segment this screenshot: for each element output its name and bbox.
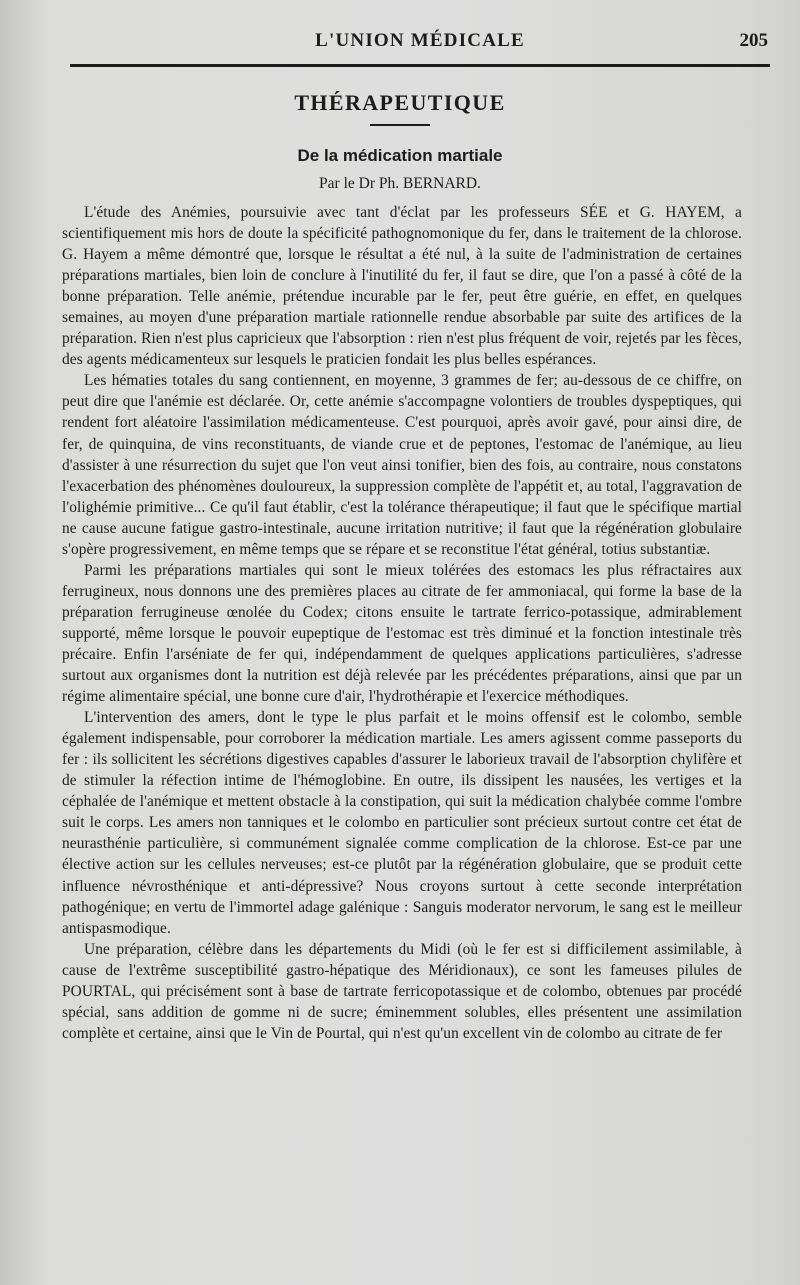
running-head — [70, 22, 770, 52]
article-byline: Par le Dr Ph. BERNARD. — [319, 175, 481, 192]
paragraph-hematies: Les hématies totales du sang contiennent, en moyenne, 3 grammes de fer; au-dessous de ce chiffre, on peut dire que l'anémie est déclarée. Or, cette anémie s'accompagne volontiers de troubles dyspeptiques, qui rendent fort aléatoire l'assimilation médicamenteuse. C'est pourquoi, après avoir gavé, pour ainsi dire, de fer, de quinquina, de vins reconstituants, de viande crue et de peptones, l'estomac de l'anémique, au lieu d'assister à une résurrection du sujet que l'on veut ainsi tonifier, bien des fois, au contraire, nous constatons l'exacerbation des phénomènes douloureux, la suppression complète de l'appétit et, au total, l'aggravation de l'olighémie primitive... Ce qu'il faut établir, c'est la tolérance thérapeutique; il faut que le spécifique martial ne cause aucune fatigue gastro-intestinale, aucune irritation nutritive; il faut que la régénération globulaire s'opère progressivement, en même temps que se répare et se reconstitue l'état général, totius substantiæ. — [62, 372, 742, 558]
paragraph-amers: L'intervention des amers, dont le type le plus parfait et le moins offensif est le colombo, semble également indispensable, pour corroborer la médication martiale. Les amers agissent comme passeports du fer : ils sollicitent les sécrétions digestives capables d'assurer le laborieux travail de l'absorption chylifère et de stimuler la réfection intime de l'hémoglobine. En outre, ils dissipent les nausées, les vertiges et la céphalée de l'anémique et mettent obstacle à la constipation, qui suit la médication chalybée comme l'ombre suit le corps. Les amers non tanniques et le colombo en particulier sont précieux surtout contre cet état de neurasthénie particulière, si communément signalée comme complication de la chlorose. Est-ce par une élective action sur les cellules nerveuses; est-ce plutôt par la régénération globulaire, que se produit cette influence névrosthénique et anti-dépressive? Nous croyons surtout à cette seconde interprétation pathogénique; en vertu de l'immortel adage galénique : Sanguis moderator nervorum, le sang est le meilleur antispasmodique. — [62, 709, 742, 937]
paragraph-preparations: Parmi les préparations martiales qui sont le mieux tolérées des estomacs les plus réfractaires aux ferrugineux, nous donnons une des premières places au citrate de fer ammoniacal, qui forme la base de la préparation ferrugineuse œnolée du Codex; citons ensuite le tartrate ferrico-potassique, admirablement supporté, même lorsque le pouvoir eupeptique de l'estomac est très diminué et la fonction intestinale très précaire. Enfin l'arséniate de fer qui, indépendamment de quelques applications particulières, s'adresse surtout aux organismes dont la nutrition est déjà relevée par les précédentes préparations, ainsi que par un régime alimentaire spécial, une bonne cure d'air, l'hydrothérapie et l'exercice méthodiques. — [62, 561, 742, 706]
page-number: 205 — [739, 30, 768, 51]
paragraph-pourtal: Une préparation, célèbre dans les départements du Midi (où le fer est si difficilement assimilable, à cause de l'extrême susceptibilité gastro-hépatique des Méridionaux), ce sont les fameuses pilules de POURTAL, qui précisément sont à base de tartrate ferricopotassique et de colombo, obtenues par procédé spécial, sans addition de gomme ni de sucre; éminemment solubles, elles présentent une assimilation complète et certaine, ainsi que le Vin de Pourtal, qui n'est qu'un excellent vin de colombo au citrate de fer — [62, 940, 742, 1042]
section-title: THÉRAPEUTIQUE — [294, 90, 506, 115]
title-rule — [370, 124, 430, 126]
journal-title: L'UNION MÉDICALE — [315, 30, 525, 51]
article-body — [62, 202, 742, 1044]
article-title: De la médication martiale — [297, 146, 503, 165]
header-rule — [70, 64, 770, 67]
paragraph-anemies: L'étude des Anémies, poursuivie avec tant d'éclat par les professeurs SÉE et G. HAYEM, a scientifiquement mis hors de doute la spécificité pathognomonique du fer, dans le traitement de la chlorose. G. Hayem a même démontré que, lorsque le résultat a été nul, à la suite de l'administration de certaines préparations martiales, bien loin de conclure à l'inutilité du fer, il faut se dire, que l'on a passé à côté de la bonne préparation. Telle anémie, prétendue incurable par le fer, peut être guérie, en effet, en quelques semaines, au moyen d'une préparation martiale rationnelle rendue absorbable par suite des artifices de la préparation. Rien n'est plus capricieux que l'absorption : rien n'est plus fréquent de voir, rejetés par les fèces, des agents médicamenteux sur lesquels le praticien fondait les plus belles espérances. — [62, 204, 742, 369]
